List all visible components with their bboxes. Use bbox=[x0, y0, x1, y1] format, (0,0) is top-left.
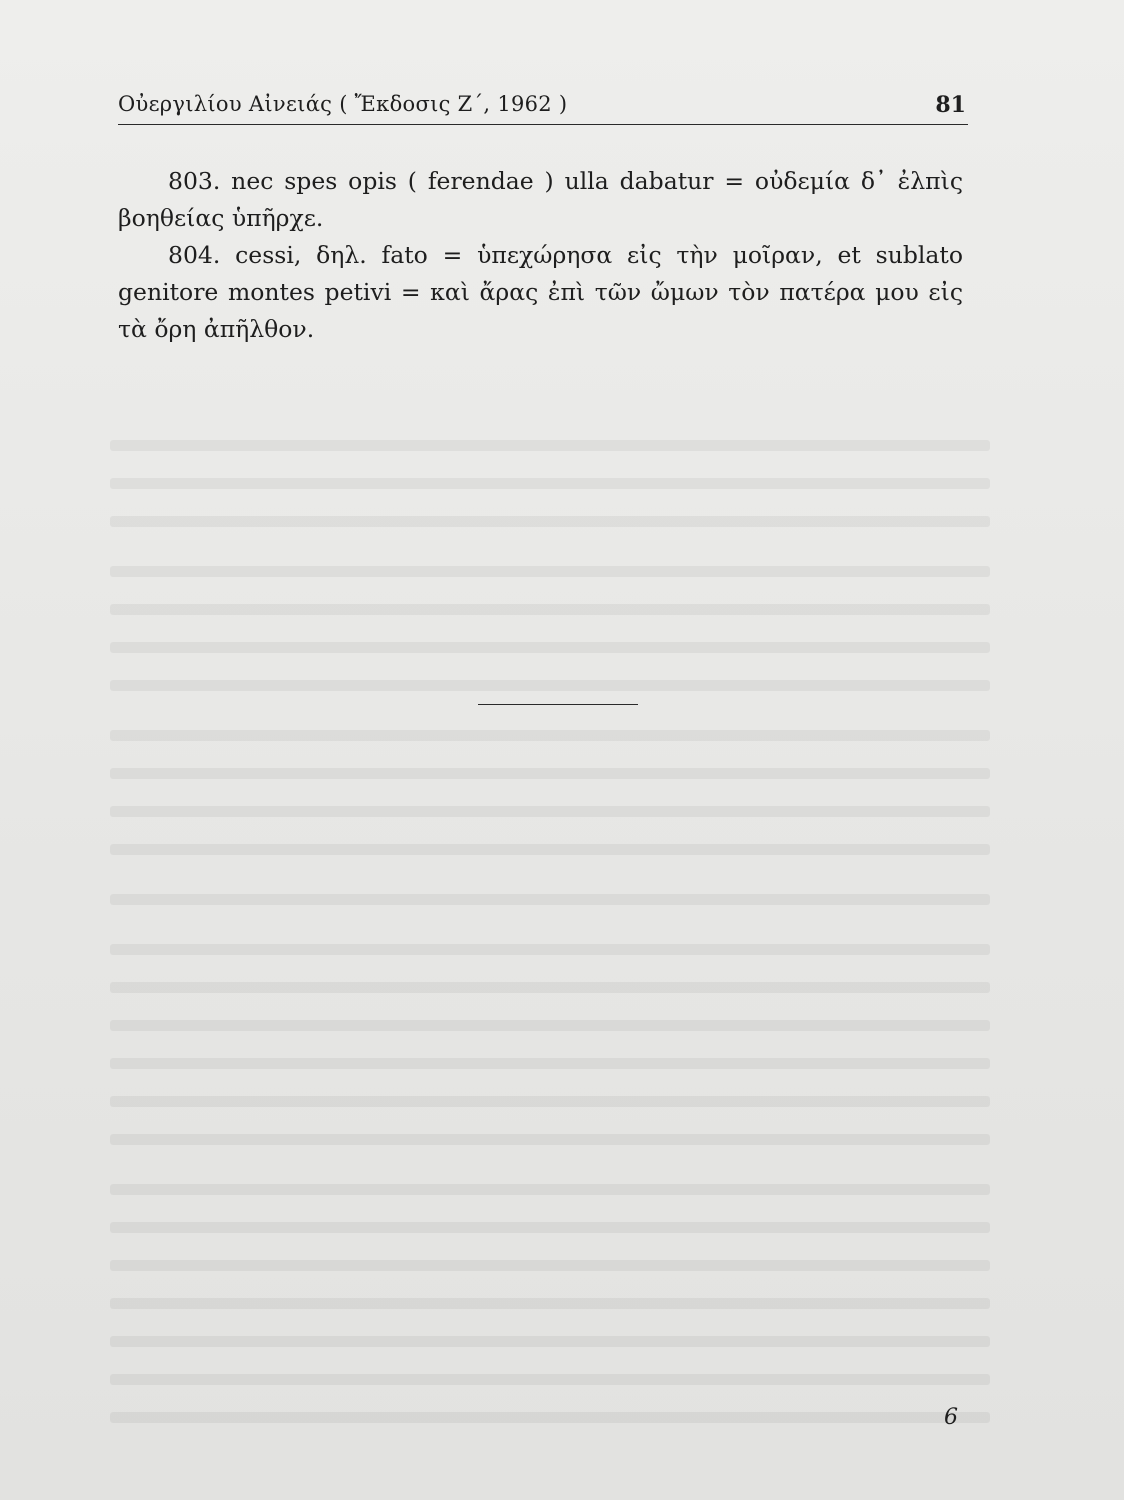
bleed-through-line bbox=[110, 516, 990, 527]
bleed-through-line bbox=[110, 1020, 990, 1031]
bleed-through-line bbox=[110, 604, 990, 615]
bleed-through-line bbox=[110, 982, 990, 993]
bleed-through-line bbox=[110, 566, 990, 577]
bleed-through-line bbox=[110, 1134, 990, 1145]
bleed-through-line bbox=[110, 844, 990, 855]
note-paragraph: 803. nec spes opis ( ferendae ) ulla dabatur = οὐδεμία δ᾽ ἐλπὶς βοηθείας ὑπῆρχε. bbox=[118, 167, 963, 232]
note-paragraph: 804. cessi, δηλ. fato = ὑπεχώρησα εἰς τὴν μοῖραν, et sublato genitore montes petivi = καὶ ἄρας ἐπὶ τῶν ὤμων τὸν πατέρα μου εἰς τὰ ὄρη ἀπῆλθον. bbox=[118, 241, 963, 343]
bleed-through-line bbox=[110, 1096, 990, 1107]
bleed-through-line bbox=[110, 680, 990, 691]
bleed-through-line bbox=[110, 1222, 990, 1233]
bleed-through-line bbox=[110, 1374, 990, 1385]
bleed-through-line bbox=[110, 1412, 990, 1423]
bleed-through-line bbox=[110, 944, 990, 955]
bleed-through-line bbox=[110, 730, 990, 741]
bleed-through-line bbox=[110, 806, 990, 817]
bleed-through-line bbox=[110, 440, 990, 451]
bleed-through-line bbox=[110, 1184, 990, 1195]
bleed-through-line bbox=[110, 478, 990, 489]
page-body bbox=[118, 163, 963, 348]
running-head: Οὐεργιλίου Αἰνειάς ( Ἔκδοσις Ζ΄, 1962 ) bbox=[118, 92, 568, 116]
bleed-through-line bbox=[110, 1298, 990, 1309]
bleed-through-line bbox=[110, 1260, 990, 1271]
bleed-through-line bbox=[110, 1058, 990, 1069]
bleed-through-line bbox=[110, 1336, 990, 1347]
page-number: 81 bbox=[935, 92, 966, 118]
bleed-through-line bbox=[110, 642, 990, 653]
page-header bbox=[118, 90, 968, 125]
signature-mark: 6 bbox=[944, 1405, 958, 1430]
bleed-through-line bbox=[110, 768, 990, 779]
bleed-through-line bbox=[110, 894, 990, 905]
section-end-rule bbox=[478, 704, 638, 705]
